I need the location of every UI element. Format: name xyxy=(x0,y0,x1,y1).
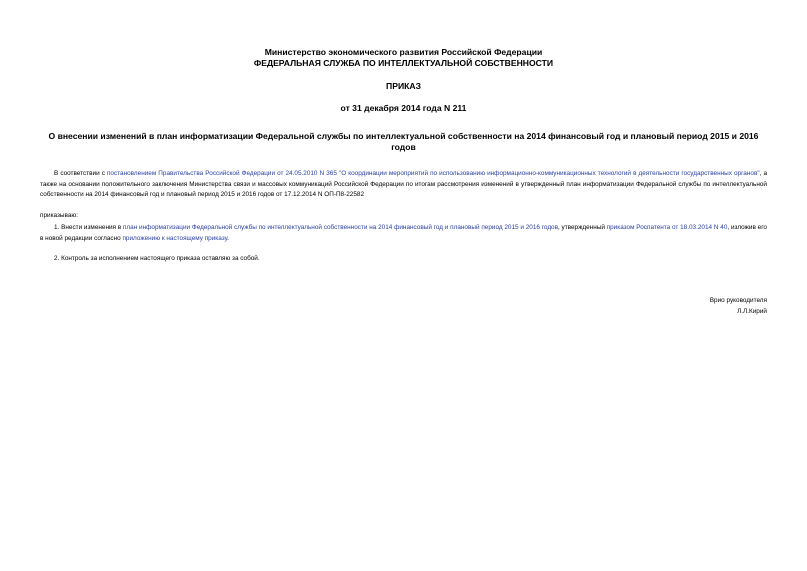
link-informatization-plan[interactable]: план информатизации Федеральной службы по интеллектуальной собственности на 2014 финансовый год и плановый период 2015 и 2016 годов xyxy=(122,224,558,231)
paragraph-basis xyxy=(40,169,767,201)
item-1-middle: , утвержденный xyxy=(558,224,607,231)
paragraph-item-2: 2. Контроль за исполнением настоящего приказа оставляю за собой. xyxy=(54,255,260,262)
link-government-decree[interactable]: постановлением Правительства Российской Федерации от 24.05.2010 N 365 "О координации мероприятий по использованию информационно-коммуникационных технологий в деятельности государственных органов" xyxy=(106,170,760,177)
item-1-prefix: 1. Внести изменения в xyxy=(54,224,123,231)
paragraph-basis-prefix: В соответствии с xyxy=(54,170,107,177)
item-1-suffix: . xyxy=(227,234,229,242)
signatory-name: Л.Л.Кирий xyxy=(737,308,767,315)
link-appendix[interactable]: приложению к настоящему приказу xyxy=(122,234,228,242)
document-date: от 31 декабря 2014 года N 211 xyxy=(340,103,467,113)
signatory-position: Врио руководителя xyxy=(709,297,767,304)
document-type: ПРИКАЗ xyxy=(386,81,421,91)
item-1-middle2: , изложив его в новой редакции согласно xyxy=(40,224,767,242)
ministry-name: Министерство экономического развития Российской Федерации xyxy=(264,47,543,57)
paragraph-basis-suffix: , а также на основании положительного заключения Министерства связи и массовых коммуникаций Российской Федерации по итогам рассмотрения изменений в утвержденный план информатизации Федеральной службы по интеллектуальной собственности на 2014 финансовый год и плановый период 2015 и 2016 годов от 17.12.2014 N ОП-П8-22582 xyxy=(40,170,767,198)
service-name: ФЕДЕРАЛЬНАЯ СЛУЖБА ПО ИНТЕЛЛЕКТУАЛЬНОЙ СОБСТВЕННОСТИ xyxy=(253,58,554,68)
paragraph-order-word: приказываю: xyxy=(40,212,78,219)
document-title: О внесении изменений в план информатизации Федеральной службы по интеллектуальной собственности на 2014 финансовый год и плановый период 2015 и 2016 годов xyxy=(48,131,759,152)
link-rospatent-order[interactable]: приказом Роспатента от 18.03.2014 N 40 xyxy=(606,224,728,231)
paragraph-item-1 xyxy=(40,223,767,244)
